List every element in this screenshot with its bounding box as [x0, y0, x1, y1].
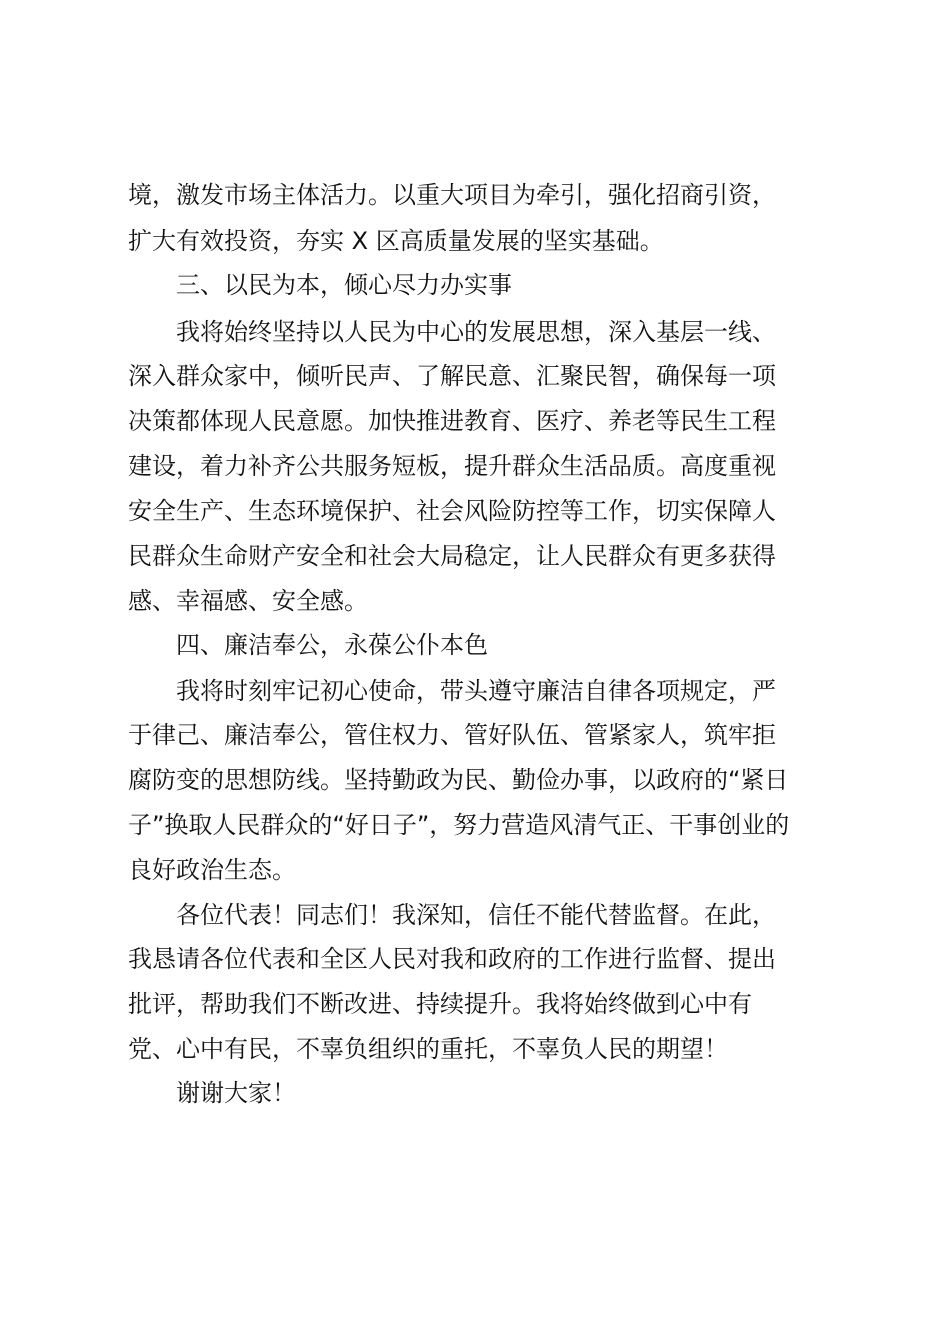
- section-heading: 三、以民为本，倾心尽力办实事: [176, 271, 512, 299]
- body-line: 于律己、廉洁奉公，管住权力、管好队伍、管紧家人，筑牢拒: [128, 721, 776, 749]
- body-line: 腐防变的思想防线。坚持勤政为民、勤俭办事，以政府的“紧日: [128, 766, 789, 794]
- body-line: 子”换取人民群众的“好日子”，努力营造风清气正、干事创业的: [128, 811, 790, 839]
- body-line: 感、幸福感、安全感。: [128, 587, 368, 615]
- section-heading: 四、廉洁奉公，永葆公仆本色: [176, 631, 488, 659]
- body-line: 深入群众家中，倾听民声、了解民意、汇聚民智，确保每一项: [128, 362, 776, 390]
- body-line: 批评，帮助我们不断改进、持续提升。我将始终做到心中有: [128, 990, 752, 1018]
- body-line: 境，激发市场主体活力。以重大项目为牵引，强化招商引资，: [128, 181, 776, 209]
- body-line: 民群众生命财产安全和社会大局稳定，让人民群众有更多获得: [128, 542, 776, 570]
- closing-line: 谢谢大家！: [176, 1079, 296, 1107]
- body-line: 党、心中有民，不辜负组织的重托，不辜负人民的期望！: [128, 1035, 728, 1063]
- body-line: 安全生产、生态环境保护、社会风险防控等工作，切实保障人: [128, 497, 776, 525]
- body-line: 良好政治生态。: [128, 856, 296, 884]
- body-line: 建设，着力补齐公共服务短板，提升群众生活品质。高度重视: [128, 452, 776, 480]
- body-line: 我将始终坚持以人民为中心的发展思想，深入基层一线、: [176, 318, 776, 346]
- body-line: 我恳请各位代表和全区人民对我和政府的工作进行监督、提出: [128, 945, 776, 973]
- body-line: 各位代表！同志们！我深知，信任不能代替监督。在此，: [176, 901, 776, 929]
- body-line: 扩大有效投资，夯实 X 区高质量发展的坚实基础。: [128, 227, 664, 255]
- body-line: 我将时刻牢记初心使命，带头遵守廉洁自律各项规定，严: [176, 677, 776, 705]
- body-line: 决策都体现人民意愿。加快推进教育、医疗、养老等民生工程: [128, 407, 776, 435]
